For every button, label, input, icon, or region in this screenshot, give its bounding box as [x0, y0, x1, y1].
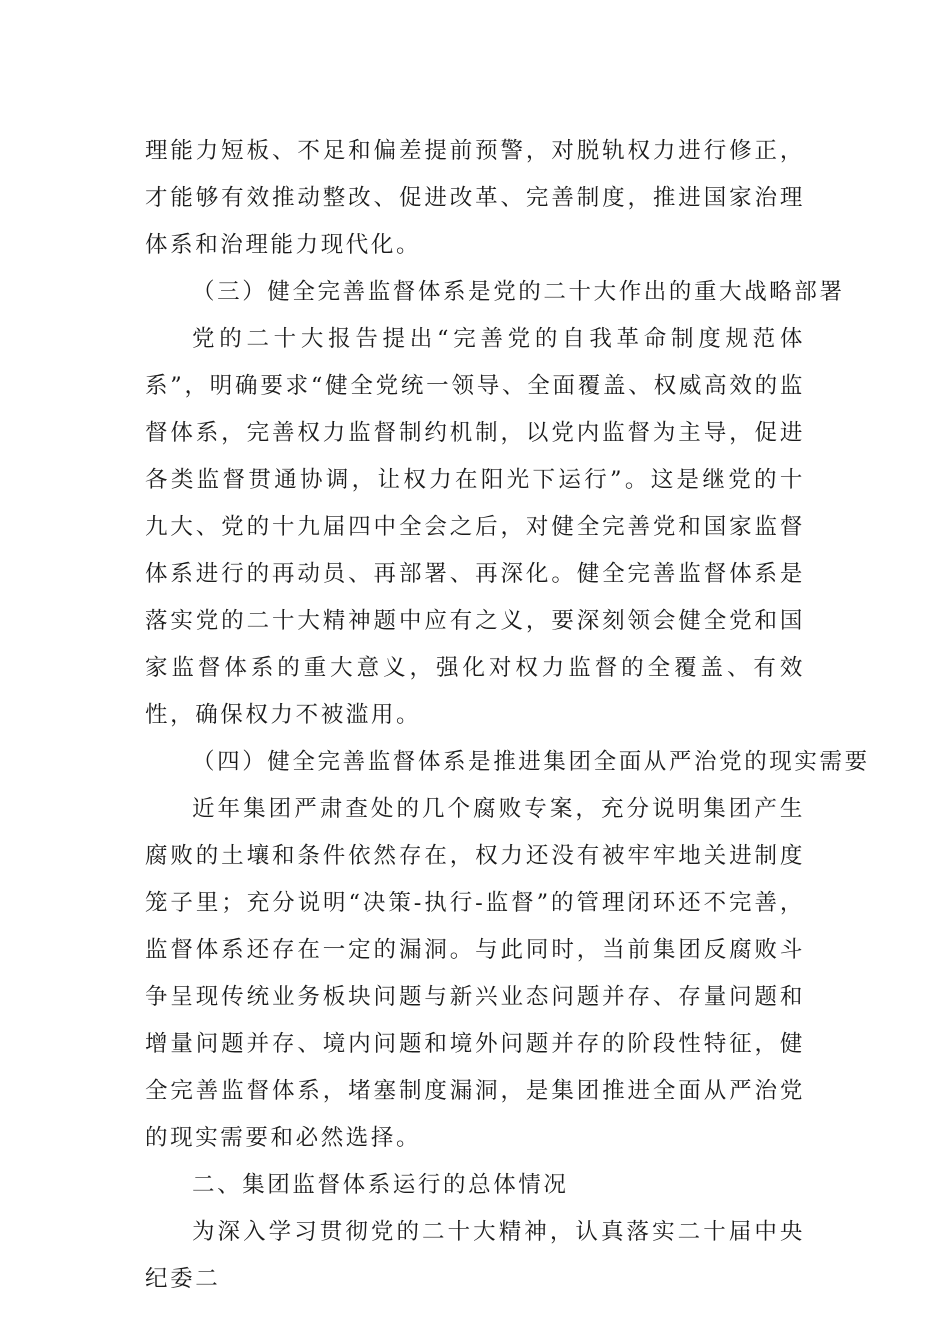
chapter-heading-2: 二、集团监督体系运行的总体情况 — [192, 1172, 569, 1198]
paragraph-body: 近年集团严肃查处的几个腐败专案，充分说明集团产生腐败的土壤和条件依然存在，权力还没有被牢牢地关进制度笼子里；充分说明“决策-执行-监督”的管理闭环还不完善，监督体系还存在一定的漏洞。与此同时，当前集团反腐败斗争呈现传统业务板块问题与新兴业态问题并存、存量问题和增量问题并存、境内问题和境外问题并存的阶段性特征，健全完善监督体系，堵塞制度漏洞，是集团推进全面从严治党的现实需要和必然选择。 — [145, 796, 805, 1151]
paragraph-continuation: 理能力短板、不足和偏差提前预警，对脱轨权力进行修正，才能够有效推动整改、促进改革、完善制度，推进国家治理体系和治理能力现代化。 — [145, 138, 805, 258]
section-heading-4: （四）健全完善监督体系是推进集团全面从严治党的现实需要 — [192, 749, 870, 775]
document-body — [145, 128, 870, 1303]
paragraph-body: 为深入学习贯彻党的二十大精神，认真落实二十届中央纪委二 — [145, 1219, 805, 1292]
section-heading-3: （三）健全完善监督体系是党的二十大作出的重大战略部署 — [192, 279, 845, 305]
paragraph-body: 党的二十大报告提出“完善党的自我革命制度规范体系”，明确要求“健全党统一领导、全面覆盖、权威高效的监督体系，完善权力监督制约机制，以党内监督为主导，促进各类监督贯通协调，让权力在阳光下运行”。这是继党的十九大、党的十九届四中全会之后，对健全完善党和国家监督体系进行的再动员、再部署、再深化。健全完善监督体系是落实党的二十大精神题中应有之义，要深刻领会健全党和国家监督体系的重大意义，强化对权力监督的全覆盖、有效性，确保权力不被滥用。 — [145, 326, 805, 728]
